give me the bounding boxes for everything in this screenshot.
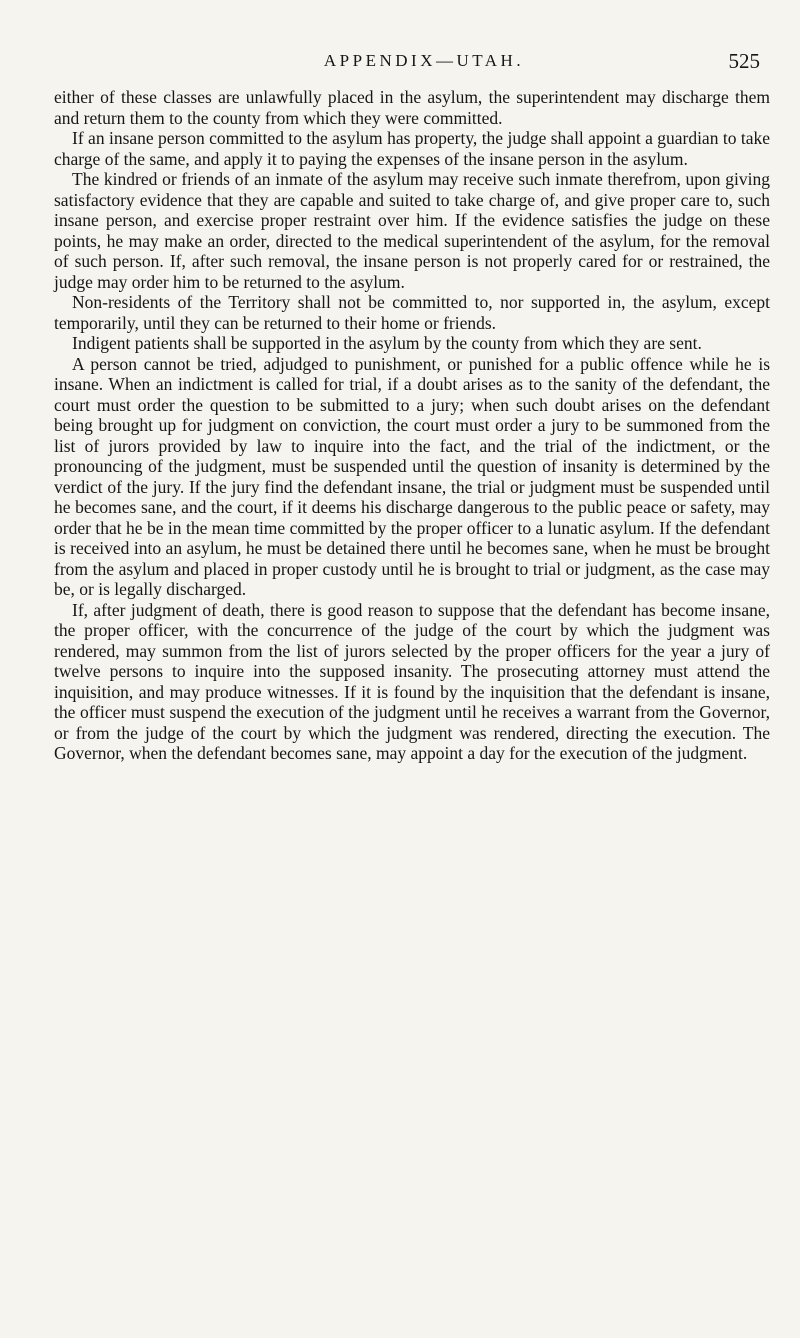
page-header: [88, 46, 760, 76]
paragraph-continued: either of these classes are unlawfully placed in the asylum, the superintendent may discharge them and return them to the county from which they were committed.: [54, 87, 770, 128]
paragraph-judgment-of-death: If, after judgment of death, there is good reason to suppose that the defendant has become insane, the proper officer, with the concurrence of the judge of the court by which the judgment was rendered, may summon from the list of jurors selected by the proper officers for the year a jury of twelve persons to inquire into the supposed insanity. The prosecuting attorney must attend the inquisition, and may produce witnesses. If it is found by the inquisition that the defendant is insane, the officer must suspend the execution of the judgment until he receives a warrant from the Governor, or from the judge of the court by which the judgment was rendered, directing the execution. The Governor, when the defendant becomes sane, may appoint a day for the execution of the judgment.: [54, 599, 770, 763]
running-head: APPENDIX—UTAH.: [323, 51, 525, 70]
paragraph-indigent-patients: Indigent patients shall be supported in the asylum by the county from which they are sent.: [72, 333, 702, 353]
paragraph-non-residents: Non-residents of the Territory shall not be committed to, nor supported in, the asylum, except temporarily, until they can be returned to their home or friends.: [54, 292, 770, 333]
page-number: 525: [728, 49, 760, 73]
paragraph-kindred-friends: The kindred or friends of an inmate of the asylum may receive such inmate therefrom, upon giving satisfactory evidence that they are capable and suited to take charge of, and give proper care to, such insane person, and exercise proper restraint over him. If the evidence satisfies the judge on these points, he may make an order, directed to the medical superintendent of the asylum, for the removal of such person. If, after such removal, the insane person is not properly cared for or restrained, the judge may order him to be returned to the asylum.: [54, 169, 770, 292]
paragraph-trial-insanity: A person cannot be tried, adjudged to punishment, or punished for a public offence while he is insane. When an indictment is called for trial, if a doubt arises as to the sanity of the defendant, the court must order the question to be submitted to a jury; when such doubt arises on the defendant being brought up for judgment on conviction, the court must order a jury to be summoned from the list of jurors provided by law to inquire into the fact, and the trial of the indictment, or the pronouncing of the judgment, must be suspended until the question of insanity is determined by the verdict of the jury. If the jury find the defendant insane, the trial or judgment must be suspended until he becomes sane, and the court, if it deems his discharge dangerous to the public peace or safety, may order that he be in the mean time committed by the proper officer to a lunatic asylum. If the defendant is received into an asylum, he must be detained there until he becomes sane, when he must be brought from the asylum and placed in proper custody until he is brought to trial or judgment, as the case may be, or is legally discharged.: [54, 353, 770, 599]
body-text: [54, 87, 770, 764]
paragraph-guardian: If an insane person committed to the asylum has property, the judge shall appoint a guardian to take charge of the same, and apply it to paying the expenses of the insane person in the asylum.: [54, 128, 770, 169]
